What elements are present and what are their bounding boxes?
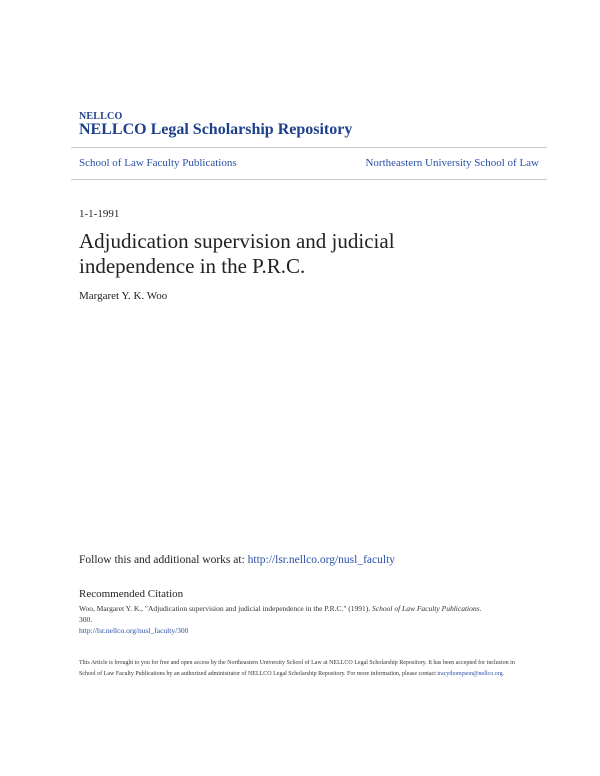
recommended-citation: Woo, Margaret Y. K., "Adjudication supervision and judicial independence in the P.R.C." (1991). School of Law Faculty Publications. 300. http://lsr.nellco.org/nusl_faculty/300 (79, 604, 482, 635)
notice-text-end: . (502, 670, 505, 677)
recommended-citation-heading: Recommended Citation (79, 588, 184, 600)
notice-text: This Article is brought to you for free and open access by the Northeastern University School of Law at NELLCO Legal Scholarship Repository. It has been accepted for inclusion in School of Law Faculty Publications by an authorized administrator of NELLCO Legal Scholarship Repository. For more information, please contact (79, 660, 515, 677)
follow-works-label: Follow this and additional works at: (79, 554, 248, 566)
publication-date: 1-1-1991 (79, 208, 120, 220)
article-title: Adjudication supervision and judicial independence in the P.R.C. (79, 229, 395, 278)
citation-number: 300. (79, 615, 93, 624)
citation-text: Woo, Margaret Y. K., "Adjudication supervision and judicial independence in the P.R.C." (1991). (79, 604, 371, 613)
contact-email-link[interactable]: tracythompson@nellco.org (437, 670, 503, 677)
follow-works-link[interactable]: http://lsr.nellco.org/nusl_faculty (247, 554, 396, 566)
article-author: Margaret Y. K. Woo (79, 290, 168, 302)
citation-series: School of Law Faculty Publications (372, 604, 480, 613)
header-divider-top (71, 147, 547, 148)
repository-name: NELLCO Legal Scholarship Repository (79, 121, 353, 138)
citation-link[interactable]: http://lsr.nellco.org/nusl_faculty/300 (79, 626, 189, 635)
header-divider-bottom (71, 179, 547, 180)
follow-works-line (79, 554, 395, 566)
access-notice (79, 658, 524, 679)
institution-link[interactable]: Northeastern University School of Law (365, 157, 539, 169)
collection-link[interactable]: School of Law Faculty Publications (79, 157, 237, 169)
repository-org-short: NELLCO (79, 111, 123, 122)
